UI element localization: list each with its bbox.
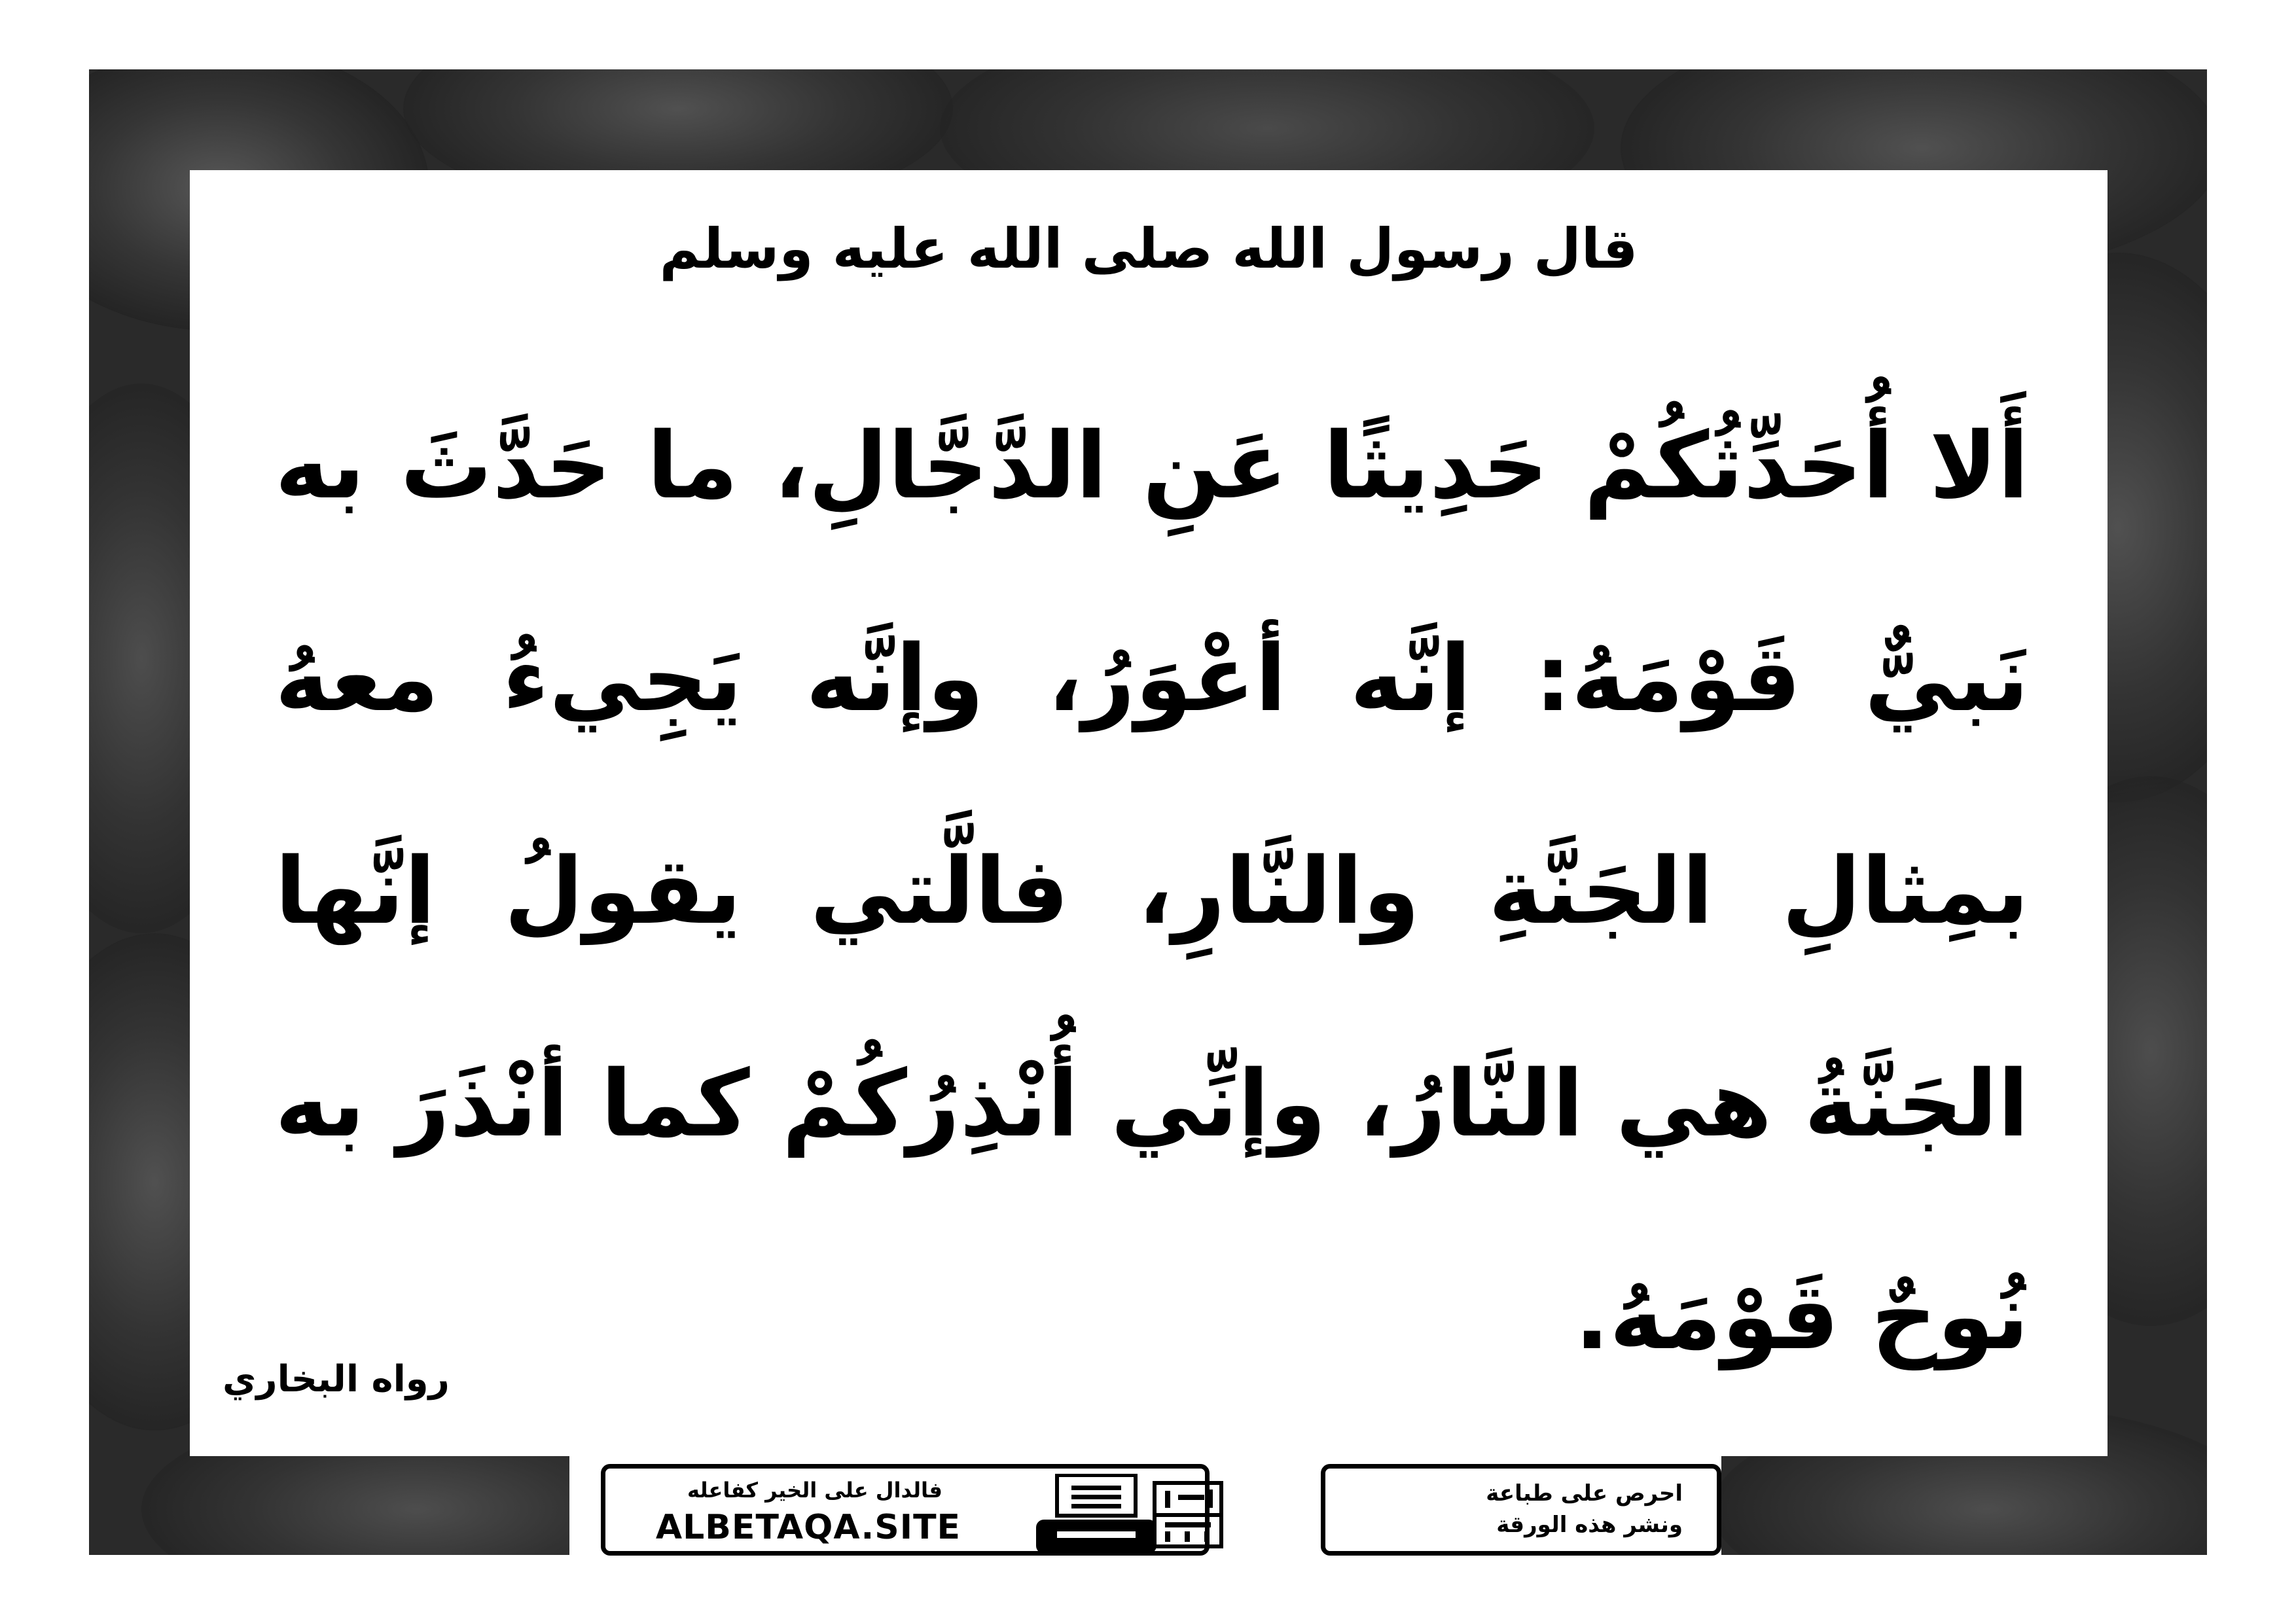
print-cta-line1: احرص على طباعة [1486,1480,1683,1507]
site-url[interactable]: ALBETAQA.SITE [655,1508,961,1547]
footer-strip [569,1456,1721,1555]
site-motto: فالدال على الخير كفاعله [687,1478,942,1503]
logo-mark [1152,1480,1224,1552]
content-panel [190,170,2108,1456]
print-cta-box [1321,1464,1721,1556]
page-title: قال رسول الله صلى الله عليه وسلم [659,217,1638,281]
hadith-text: أَلا أُحَدِّثُكُمْ حَدِيثًا عَنِ الدَّجَّالِ، ما حَدَّثَ به نَبيٌّ قَوْمَهُ: إنَّه أعْوَرُ، وإنَّه يَجِيءُ معهُ بمِثالِ الجَنَّةِ والنَّارِ، فالَّتي يقولُ إنَّها الجَنَّةُ هي النَّارُ، وإنِّي أُنْذِرُكُمْ كما أنْذَرَ به نُوحٌ قَوْمَهُ. [275,413,2029,1370]
printer-icon [1031,1474,1162,1561]
hadith-source: رواه البخاري [223,1358,450,1400]
print-cta-line2: ونشر هذه الورقة [1496,1512,1683,1538]
site-box [601,1464,1210,1556]
